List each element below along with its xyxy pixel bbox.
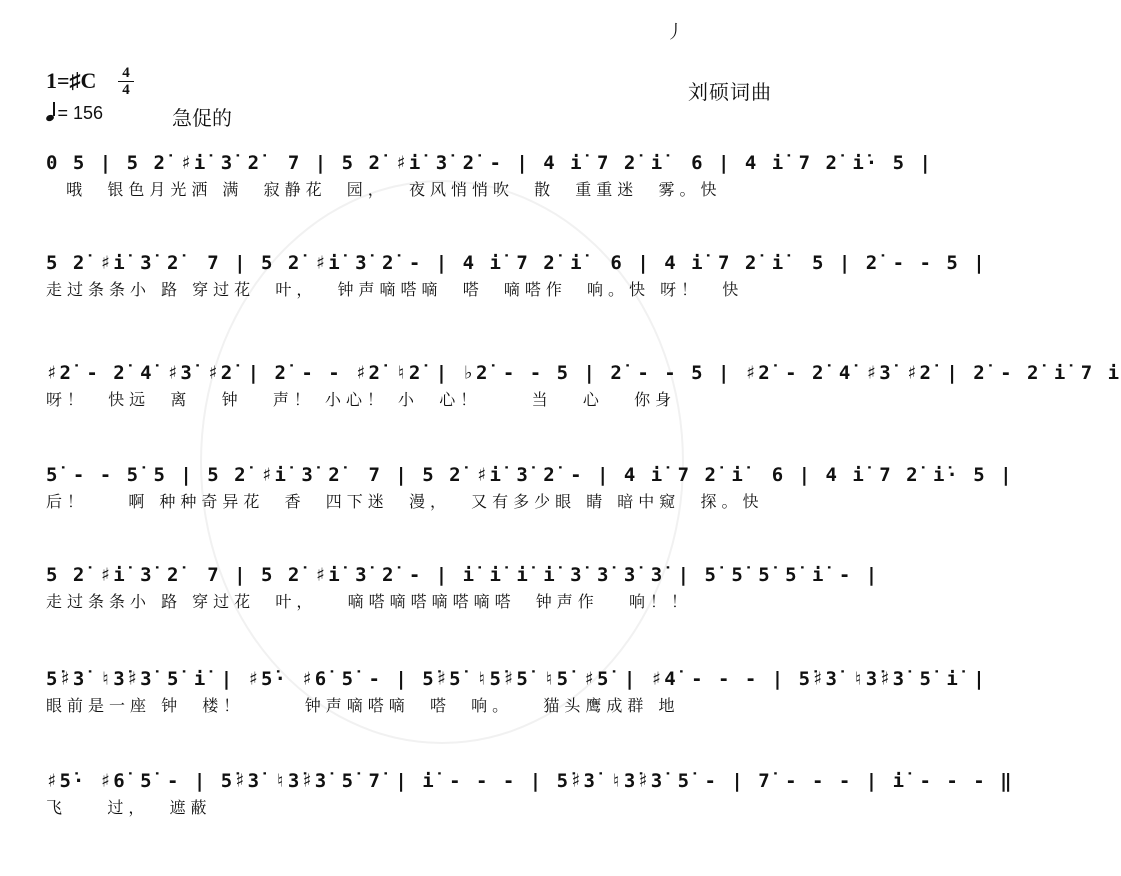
lyrics-line: 哦 银色月光洒 满 寂静花 园， 夜风悄悄吹 散 重重迷 雾。快	[46, 180, 722, 199]
score-system-3	[46, 358, 1121, 412]
notation-line: 5 2̇ ♯i̇ 3̇ 2̇ 7 | 5 2̇ ♯i̇ 3̇ 2̇ - | 4 i̇ 7 2̇ i̇ 6 | 4 i̇ 7 2̇ i̇ 5 | 2̇ - - 5 |	[46, 252, 987, 274]
score-system-2	[46, 248, 987, 302]
notation-line: ♯5̇· ♯6̇ 5̇ - | 5̇♯3̇ ♮3̇♯3̇ 5̇ 7̇ | i̇ - - - | 5̇♯3̇ ♮3̇♯3̇ 5̇ - | 7̇ - - - | i̇ - - - ‖	[46, 770, 1014, 792]
score-system-4	[46, 460, 1014, 514]
key-signature: 1=♯C	[46, 68, 97, 93]
composer-credit: 刘硕词曲	[688, 80, 772, 104]
lyrics-line: 飞 过， 遮蔽	[46, 798, 212, 817]
notation-line: 5̇ - - 5̇ 5 | 5 2̇ ♯i̇ 3̇ 2̇ 7 | 5 2̇ ♯i̇ 3̇ 2̇ - | 4 i̇ 7 2̇ i̇ 6 | 4 i̇ 7 2̇ i̇· 5 |	[46, 464, 1014, 486]
notation-line: 5 2̇ ♯i̇ 3̇ 2̇ 7 | 5 2̇ ♯i̇ 3̇ 2̇ - | i̇ i̇ i̇ i̇ 3̇ 3̇ 3̇ 3̇ | 5̇ 5̇ 5̇ 5̇ i̇ - |	[46, 564, 880, 586]
lyrics-line: 后！ 啊 种种奇异花 香 四下迷 漫， 又有多少眼 睛 暗中窥 探。快	[46, 492, 764, 511]
lyrics-line: 走过条条小 路 穿过花 叶， 嘀嗒嘀嗒嘀嗒嘀嗒 钟声作 响！！	[46, 592, 693, 611]
time-signature-top: 4	[122, 65, 130, 81]
score-system-6	[46, 664, 987, 718]
score-system-1	[46, 148, 933, 202]
top-mark: 丿	[666, 22, 684, 43]
notation-line: 0 5 | 5 2̇ ♯i̇ 3̇ 2̇ 7 | 5 2̇ ♯i̇ 3̇ 2̇ - | 4 i̇ 7 2̇ i̇ 6 | 4 i̇ 7 2̇ i̇· 5 |	[46, 152, 933, 174]
lyrics-line: 走过条条小 路 穿过花 叶， 钟声嘀嗒嘀 嗒 嘀嗒作 响。快 呀！ 快	[46, 280, 744, 299]
score-system-7	[46, 766, 1014, 820]
lyrics-line: 呀！ 快远 离 钟 声！ 小心！ 小 心！ 当 心 你身	[46, 390, 677, 409]
score-system-5	[46, 560, 880, 614]
notation-line: ♯2̇ - 2̇ 4̇ ♯3̇ ♯2̇ | 2̇ - - ♯2̇ ♮2̇ | ♭2̇ - - 5 | 2̇ - - 5 | ♯2̇ - 2̇ 4̇ ♯3̇ ♯2̇ | 2̇ - 2̇ i̇ 7 i̇	[46, 362, 1121, 384]
tempo-marking	[46, 103, 103, 124]
lyrics-line: 眼前是一座 钟 楼！ 钟声嘀嗒嘀 嗒 响。 猫头鹰成群 地	[46, 696, 680, 715]
notation-line: 5̇♯3̇ ♮3̇♯3̇ 5̇ i̇ | ♯5̇· ♯6̇ 5̇ - | 5̇♯5̇ ♮5̇♯5̇ ♮5̇ ♯5̇ | ♯4̇ - - - | 5̇♯3̇ ♮3̇♯3̇ 5̇ i̇ |	[46, 668, 987, 690]
time-signature-bottom: 4	[122, 82, 130, 98]
time-signature	[118, 66, 134, 97]
expression-marking: 急促的	[172, 106, 232, 130]
tempo-value: = 156	[57, 103, 104, 123]
